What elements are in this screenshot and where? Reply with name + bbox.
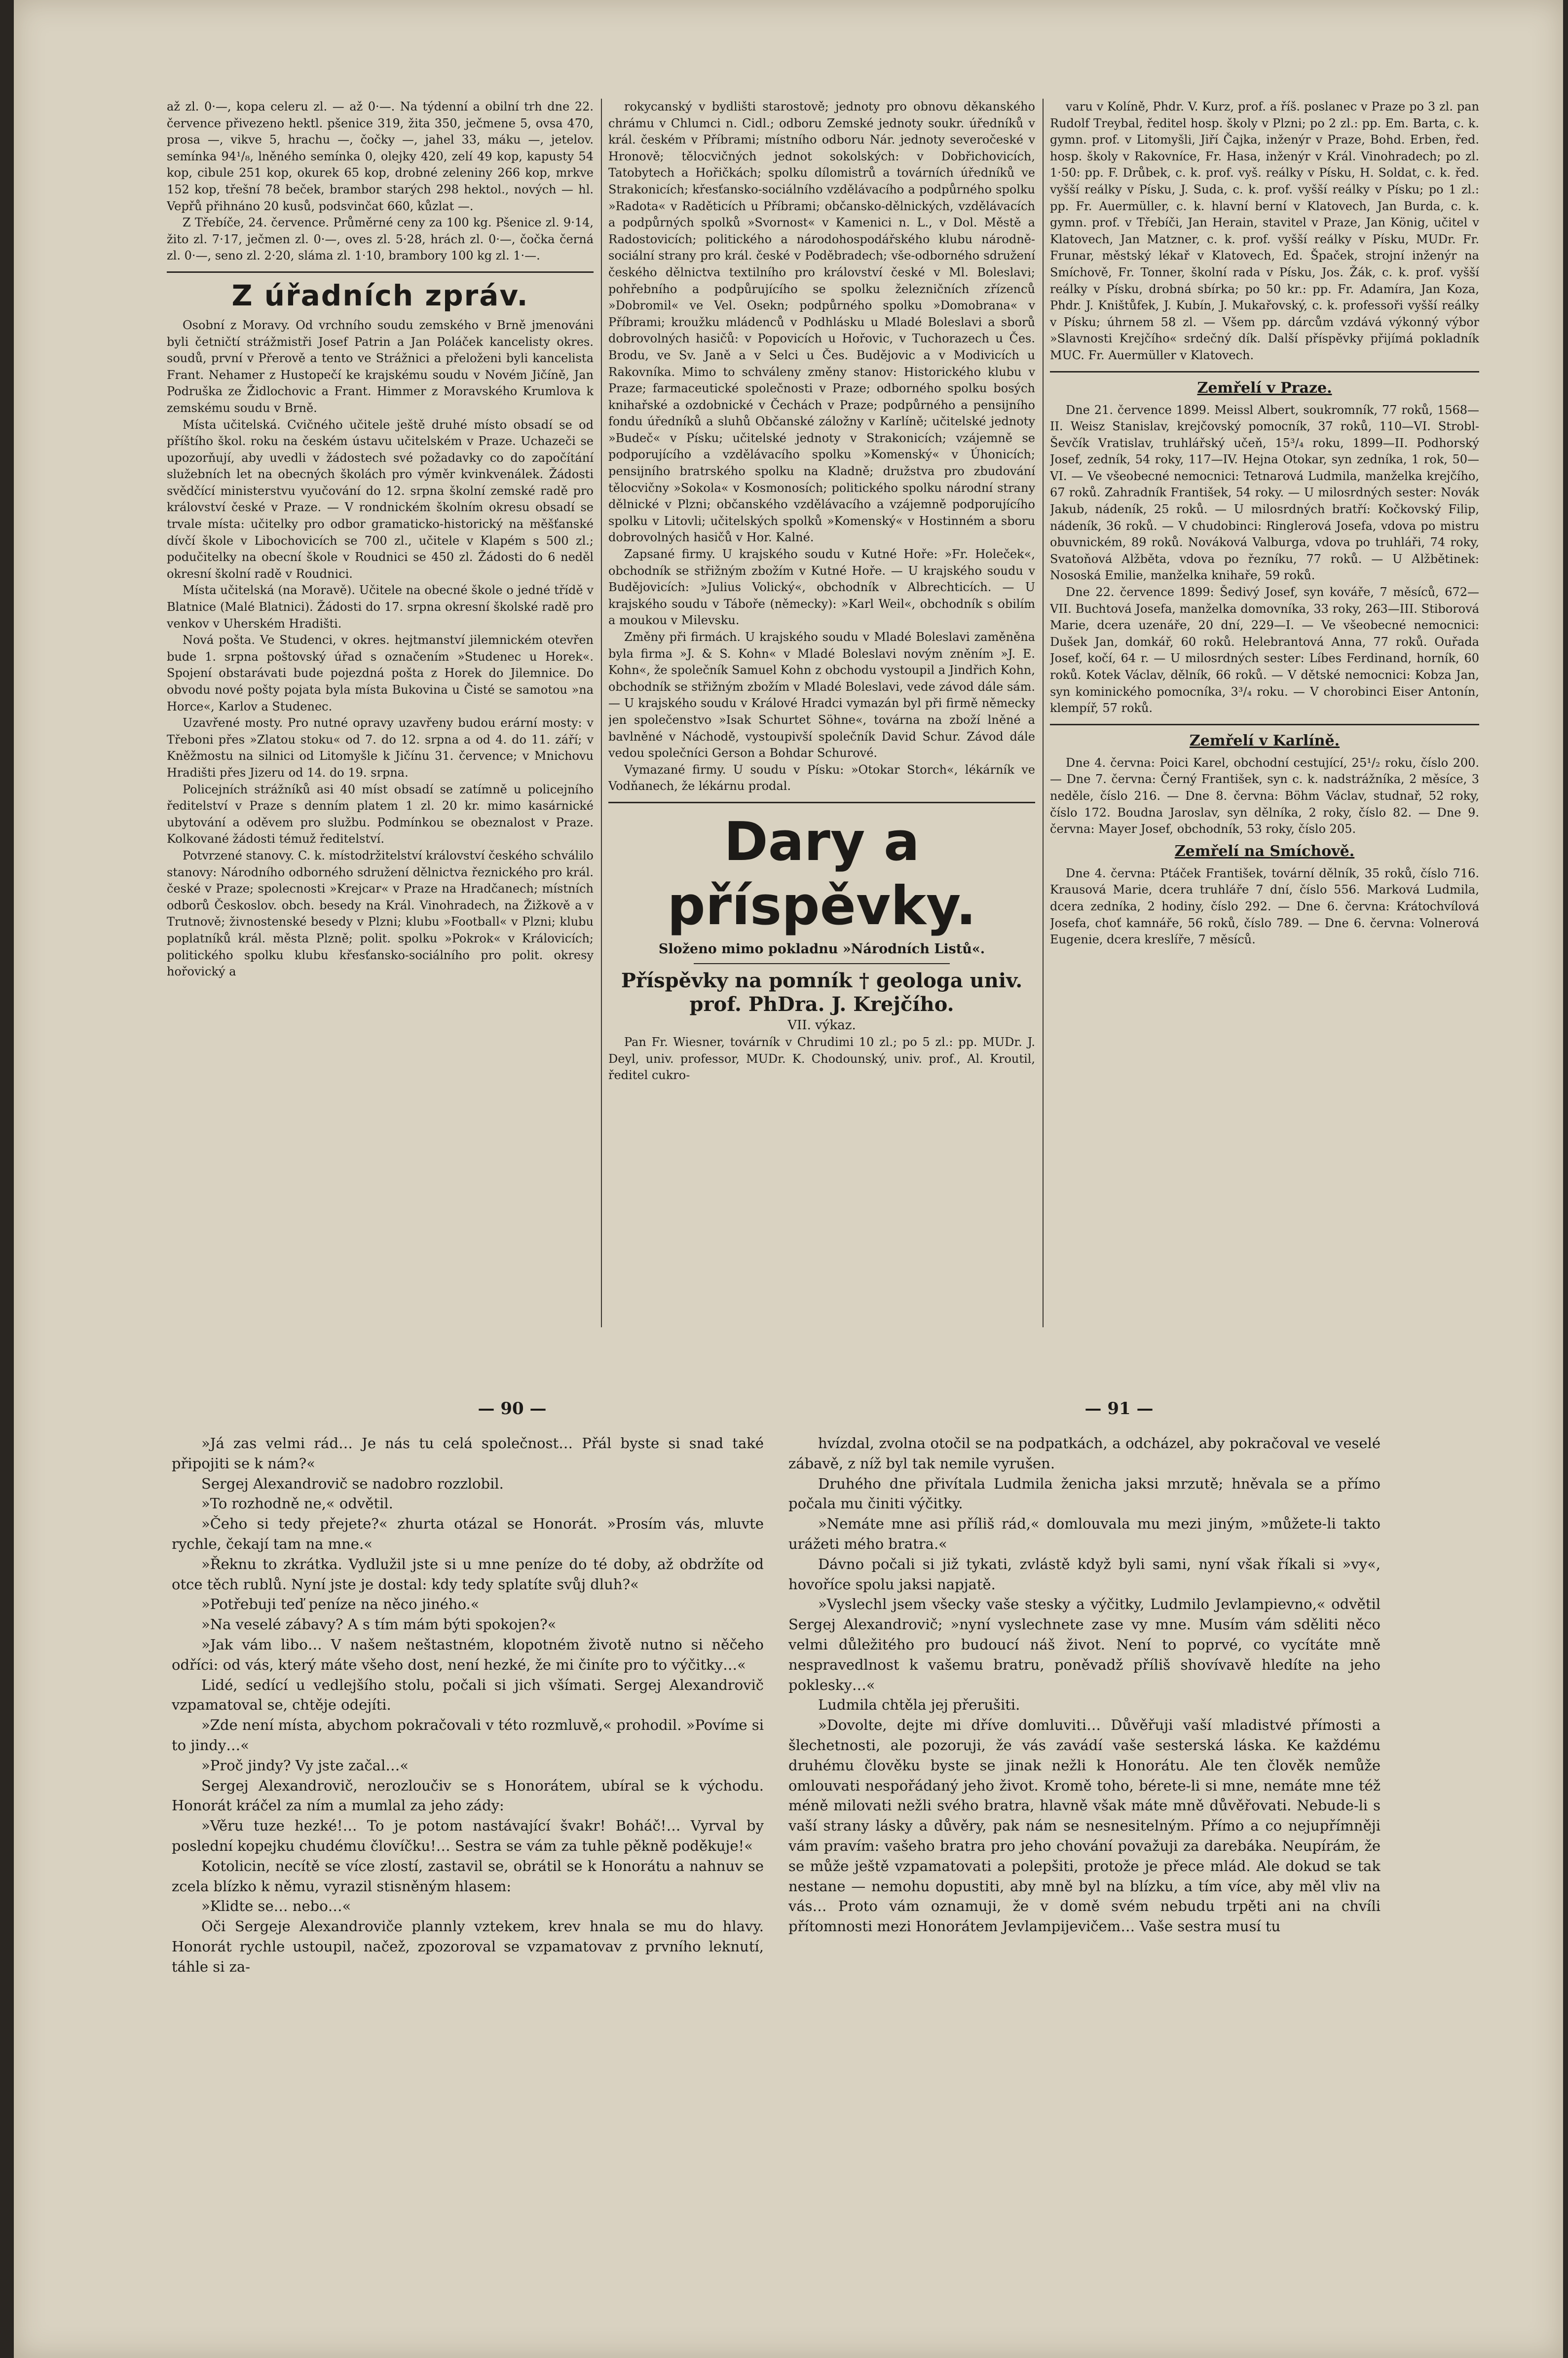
- article-paragraph: Ludmila chtěla jej přerušiti.: [818, 1696, 1020, 1714]
- article-paragraph: Změny při firmách. U krajského soudu v Mladé Boleslavi zaměněna byla firma »J. & S. Kohn« v Mladé Boleslavi novým zněním »J. E. Kohn«, že společník Samuel Kohn z obchodu vystoupil a Jindřich Kohn, obchodník se střižným zbožím v Mladé Boleslavi, vede závod dále sám. — U krajského soudu v Králové Hradci vymazán byl při firmě německy jen společenstvo »Isak Schurtet Söhne«, továrna na zboží lněné a bavlněné v Náchodě, vystoupivší společník David Schur. Závod dále vedou společníci Gerson a Bohdar Schurové.: [608, 630, 1035, 760]
- article-paragraph: rokycanský v bydlišti starostově; jednoty pro obnovu děkanského chrámu v Chlumci n. Cidl.; odboru Zemské jednoty soukr. úředníků v král. českém v Příbrami; místního odboru Nár. jednoty severočeské v Hronově; tělocvičných jednot sokolských: v Dobřichovicích, Tatobytech a Hořičkách; spolku dílomistrů a továrních úředníků ve Strakonicích; křesťansko-sociálního vzdělávacího a podpůrného spolku »Radota« v Raděticích u Příbrami; občansko-dělnických, vzdělávacích a podpůrných spolků »Svornost« v Kamenici n. L., v Dol. Městě a Radostovicích; politického a národohospodářského klubu národně-sociální strany pro král. české v Poděbradech; vše-odborného sdružení českého dělnictva textilního pro království české v Ml. Boleslavi; pohřebního a podpůrujícího se spolku železničních zřízenců »Dobromil« ve Vel. Osekn; podpůrného spolku »Domobrana« v Příbrami; kroužku mládenců v Podhlásku u Mladé Boleslavi a sborů dobrovolných hasičů: v Popovicích u Hořovic, v Tuchorazech u Čes. Brodu, ve Sv. Janě a v Selci u Čes. Budějovic a v Modivicích u Rakovníka. Mimo to schváleny změny stanov: Historického klubu v Praze; farmaceutické společnosti v Praze; odborného spolku bosých knihařské a ozdobnické v Čechách v Praze; podpůrného a pensijního fondu úředníků a sluhů Občanské záložny v Karlíně; učitelské jednoty »Budeč« v Písku; učitelské jednoty v Strakonicích; vzájemně se podporujícího a vzdělávacího spolku »Komenský« v Úhonicích; pensijního bratrského spolku na Kladně; družstva pro zbudování tělocvičny »Sokola« v Kosmonosích; politického spolku národní strany dělnické v Plzni; občanského vzdělávacího a vzájemně podporujícího spolku v Litovli; učitelských spolků »Komenský« v Hostinném a sboru dobrovolných hasičů v Hor. Kalné.: [608, 100, 1035, 545]
- article-paragraph: Místa učitelská. Cvičného učitele ještě druhé místo obsadí se od příštího škol. roku na českém ústavu učitelském v Praze. Uchazeči se upozorňují, aby uvedli v žádostech své požadavky co do započítání služebních let na obecných školách pro výměr kvinkvenálek. Žádosti svědčící ministerstvu vyučování do 12. srpna školní zemské radě pro království české v Praze. — V rondnickém školním okresu obsadí se trvale místa: učitelky pro odbor gramaticko-historický na měšťanské dívčí škole v Libochovicích se 700 zl., učitele v Klapém s 500 zl.; podučitelky na obecní škole v Roudnici se 450 zl. Žádosti do 6 neděl okresní školní radě v Roudnici.: [167, 417, 594, 581]
- newspaper-scan: [14, 0, 1563, 2358]
- section-heading: Zemřelí v Praze.: [1197, 379, 1332, 397]
- column-divider: [601, 99, 602, 1327]
- section-heading: Zemřelí na Smíchově.: [1174, 842, 1355, 860]
- article-paragraph: Zapsané firmy. U krajského soudu v Kutné Hoře: »Fr. Holeček«, obchodník se střižným zbožím v Kutné Hoře. — U krajského soudu v Budějovicích: »Julius Volický«, obchodník v Albrechticích. — U krajského soudu v Táboře (německy): »Karl Weil«, obchodník s obilím a moukou v Milevsku.: [608, 547, 1035, 628]
- article-paragraph: Dne 21. července 1899. Meissl Albert, soukromník, 77 roků, 1568—II. Weisz Stanislav, krejčovský pomocník, 37 roků, 110—VI. Strobl-Ševčík Vratislav, truhlářský učeň, 15³/₄ roku, 1899—II. Podhorský Josef, zedník, 54 roky, 117—IV. Hejna Otokar, syn zedníka, 1 rok, 50—VI. — Ve všeobecné nemocnici: Tetnarová Ludmila, manželka krejčího, 67 roků. Zahradník František, 54 roky. — U milosrdných sester: Novák Jakub, nádeník, 25 roků. — U milosrdných bratří: Kočkovský Filip, nádeník, 36 roků. — V chudobinci: Ringlerová Josefa, vdova po mistru obuvnickém, 89 roků. Nováková Valburga, vdova po truhláři, 74 roky, Svatoňová Alžběta, vdova po řezníku, 77 roků. — U Alžbětinek: Nososká Emilie, manželka knihaře, 59 roků.: [1050, 403, 1479, 583]
- article-paragraph: Dne 4. června: Ptáček František, tovární dělník, 35 roků, číslo 716. Krausová Marie, dcera truhláře 7 dní, číslo 556. Marková Ludmila, dcera zedníka, 2 hodiny, číslo 292. — Dne 6. června: Krátochvílová Josefa, choť kamnáře, 56 roků, číslo 789. — Dne 6. června: Volnerová Eugenie, dcera kreslíře, 7 měsíců.: [1050, 866, 1479, 947]
- article-paragraph: Sergej Alexandrovič se nadobro rozzlobil.: [201, 1475, 504, 1492]
- article-paragraph: »Na veselé zábavy? A s tím mám býti spokojen?«: [201, 1616, 557, 1633]
- article-paragraph: »To rozhodně ne,« odvětil.: [201, 1495, 393, 1512]
- article-paragraph: »Vyslechl jsem všecky vaše stesky a výčitky, Ludmilo Jevlampievno,« odvětil Sergej Alexandrovič; »nyní vyslechnete zase vy mne. Musím vám sděliti něco velmi důležitého pro budoucí náš život. Není to poprvé, co vycítáte mně nespravedlnost k vašemu bratru, poněvadž příliš shovívavě hledíte na jeho poklesky…«: [788, 1596, 1381, 1693]
- article-paragraph: »Dovolte, dejte mi dříve domluviti… Důvěřuji vaší mladistvé přímosti a šlechetnosti, ale pozoruji, že vás zavádí vaše sesterská láska. Ke každému druhému člověku byste se jinak nežli k Honorátu. Ale ten člověk nemůže omlouvati nespořádaný jeho život. Kromě toho, bérete-li si mne, nemáte mne též méně milovati nežli svého bratra, hlavně však máte mně důvěřovati. Nebude-li s vaší strany lásky a důvěry, pak nám se nesnesitelným. Přímo a co nejupřímněji vám pravím: vašeho bratra pro jeho chování považuji za darebáka. Neupírám, že se může ještě vzpamatovati a polepšiti, protože je přece mlád. Ale dokud se tak nestane — nemohu dopustiti, aby mně byl na blízku, a tím více, aby měl vliv na vás… Proto vám oznamuji, že v domě svém nebudu trpěti ani na chvíli přítomnosti mezi Honorátem Jevlampijevičem… Vaše sestra musí tu: [788, 1717, 1381, 1935]
- article-paragraph: »Jak vám libo… V našem neštastném, klopotném životě nutno si něčeho odříci: od vás, který máte všeho dost, není hezké, že mi činíte pro to výčitky…«: [172, 1636, 764, 1673]
- article-paragraph: Místa učitelská (na Moravě). Učitele na obecné škole o jedné třídě v Blatnice (Malé Blatnici). Žádosti do 17. srpna okresní školské radě pro venkov v Uherském Hradišti.: [167, 583, 594, 631]
- article-paragraph: Potvrzené stanovy. C. k. místodržitelství království českého schválilo stanovy: Národního odborného sdružení dělnictva řeznického pro král. české v Praze; spolecnosti »Krejcar« v Praze na Hradčanech; místních odborů Českoslov. obch. besedy na Král. Vinohradech, na Žižkově a v Trutnově; živnostenské besedy v Plzni; klubu »Football« v Plzni; klubu poplatníků král. města Plzně; polit. spolku »Pokrok« v Královicích; politického spolku klubu křesťansko-sociálního pro polit. okresy hořovický a: [167, 848, 594, 979]
- article-paragraph: Nová pošta. Ve Studenci, v okres. hejtmanství jilemnickém otevřen bude 1. srpna poštovský úřad s označením »Studenec u Horek«. Spojení obstarávati bude pojezdná pošta z Horek do Jilemnice. Do obvodu nové pošty pojata byla místa Bukovina u Čisté se samotou »na Horce«, Karlov a Studenec.: [167, 633, 594, 713]
- column-right: [1050, 99, 1479, 1332]
- page-number-right: — 91 —: [1084, 1399, 1154, 1419]
- article-paragraph: Kotolicin, necítě se více zlostí, zastavil se, obrátil se k Honorátu a nahnuv se zcela blízko k němu, vyrazil stisněným hlasem:: [172, 1857, 764, 1895]
- divider-rule: [1050, 724, 1479, 725]
- article-paragraph: »Já zas velmi rád… Je nás tu celá společnost… Přál byste si snad také připojiti se k nám?«: [172, 1435, 764, 1472]
- novel-column-right: [788, 1433, 1381, 2173]
- article-paragraph: Dávno počali si již tykati, zvlástě když byli sami, nyní však říkali si »vy«, hovoříce spolu jaksi napjatě.: [788, 1555, 1381, 1593]
- article-paragraph: »Potřebuji teď peníze na něco jiného.«: [201, 1596, 480, 1613]
- column-middle: [608, 99, 1035, 1332]
- section-heading: Příspěvky na pomník † geologa univ. prof. PhDra. J. Krejčího.: [621, 969, 1023, 1016]
- article-paragraph: Z Třebíče, 24. července. Průměrné ceny za 100 kg. Pšenice zl. 9·14, žito zl. 7·17, ječmen zl. 0·—, oves zl. 5·28, hrách zl. 0·—, čočka černá zl. 0·—, seno zl. 2·20, sláma zl. 1·10, brambory 100 kg zl. 1·—.: [167, 216, 594, 263]
- article-paragraph: Vymazané firmy. U soudu v Písku: »Otokar Storch«, lékárník ve Vodňanech, že lékárnu prodal.: [608, 762, 1035, 793]
- article-paragraph: »Proč jindy? Vy jste začal…«: [201, 1757, 409, 1774]
- section-heading: Složeno mimo pokladnu »Národních Listů«.: [658, 941, 985, 957]
- page-number-left: — 90 —: [478, 1399, 547, 1419]
- article-paragraph: »Zde není místa, abychom pokračovali v této rozmluvě,« prohodil. »Povíme si to jindy…«: [172, 1717, 764, 1754]
- divider-rule: [608, 802, 1035, 803]
- article-paragraph: Osobní z Moravy. Od vrchního soudu zemského v Brně jmenováni byli četničtí strážmistři Josef Patrin a Jan Poláček kancelisty okres. soudů, první v Přerově a tento ve Strážnici a přeloženi byli kancelista Frant. Nehamer z Hustopečí ke krajskému soudu v Novém Jičíně, Jan Podruška ze Židlochovic a Frant. Himmer z Moravského Krumlova k zemskému soudu v Brně.: [167, 318, 594, 415]
- article-paragraph: »Klidte se… nebo…«: [201, 1898, 351, 1915]
- section-heading: Zemřelí v Karlíně.: [1189, 732, 1340, 749]
- article-paragraph: Uzavřené mosty. Pro nutné opravy uzavřeny budou erární mosty: v Třeboni přes »Zlatou stoku« od 7. do 12. srpna a od 4. do 11. září; v Kněžmostu na silnici od Litomyšle k Jičínu 31. července; v Mnichovu Hradišti přes Jizeru od 14. do 19. srpna.: [167, 716, 594, 780]
- article-paragraph: Sergej Alexandrovič, nerozloučiv se s Honorátem, ubíral se k východu. Honorát kráčel za ním a mumlal za jeho zády:: [172, 1777, 764, 1814]
- article-paragraph: Dne 4. června: Poici Karel, obchodní cestující, 25¹/₂ roku, číslo 200. — Dne 7. června: Černý František, syn c. k. nadstrážníka, 2 měsíce, 3 neděle, číslo 216. — Dne 8. června: Böhm Václav, studnař, 52 roky, číslo 172. Boudna Jaroslav, syn dělníka, 2 roky, číslo 82. — Dne 9. června: Mayer Josef, obchodník, 53 roky, číslo 205.: [1050, 755, 1479, 836]
- article-paragraph: »Věru tuze hezké!… To je potom nastávající švakr! Boháč!… Vyrval by poslední kopejku chudému človíčku!… Sestra se vám za tuhle pěkně poděkuje!«: [172, 1817, 764, 1854]
- section-heading: VII. výkaz.: [787, 1017, 856, 1033]
- novel-column-left: [172, 1433, 764, 2173]
- article-paragraph: hvízdal, zvolna otočil se na podpatkách, a odcházel, aby pokračoval ve veselé zábavě, z níž byl tak nemile vyrušen.: [788, 1435, 1381, 1472]
- divider-rule: [694, 963, 950, 964]
- article-paragraph: Oči Sergeje Alexandroviče plannly vztekem, krev hnala se mu do hlavy. Honorát rychle ustoupil, načež, zpozoroval se vzpamatovav z prvního leknutí, táhle si za-: [172, 1918, 764, 1975]
- section-heading: Dary a příspěvky.: [667, 811, 976, 937]
- article-paragraph: Druhého dne přivítala Ludmila ženicha jaksi mrzutě; hněvala se a přímo počala mu činiti výčitky.: [788, 1475, 1381, 1512]
- section-heading: Z úřadních zpráv.: [231, 278, 529, 312]
- article-paragraph: varu v Kolíně, Phdr. V. Kurz, prof. a říš. poslanec v Praze po 3 zl. pan Rudolf Treybal, ředitel hosp. školy v Plzni; po 2 zl.: pp. Em. Barta, c. k. gymn. prof. v Litomyšli, Jiří Čajka, inženýr v Praze, Bohd. Erben, řed. hosp. školy v Rakovníce, Fr. Hasa, inženýr v Král. Vinohradech; po zl. 1·50: pp. F. Drůbek, c. k. prof. vyš. reálky v Písku, H. Soldat, c. k. řed. vyšší reálky v Písku, J. Suda, c. k. prof. vyšší reálky v Písku; po 1 zl.: pp. Fr. Auermüller, c. k. hlavní berní v Klatovech, Jan Burda, c. k. gymn. prof. v Třebíči, Jan Herain, stavitel v Praze, Jan König, učitel v Klatovech, Jan Matzner, c. k. prof. vyšší reálky v Písku, MUDr. Fr. Frunar, městský lékař v Klatovech, Ed. Špaček, strojní inženýr na Smíchově, Fr. Tonner, školní rada v Písku, Jos. Žák, c. k. prof. vyšší reálky v Písku, drobná sbírka; po 50 kr.: pp. Fr. Adamíra, Jan Koza, Phdr. J. Kništůfek, J. Kubín, J. Mukařovský, c. k. professoři vyšší reálky v Písku; úhrnem 58 zl. — Všem pp. dárcům vzdává výkonný výbor »Slavnosti Krejčího« srdečný dík. Další příspěvky přijímá pokladník MUC. Fr. Auermüller v Klatovech.: [1050, 100, 1479, 362]
- article-paragraph: Lidé, sedící u vedlejšího stolu, počali si jich všímati. Sergej Alexandrovič vzpamatoval se, chtěje odejíti.: [172, 1676, 764, 1714]
- article-paragraph: »Řeknu to zkrátka. Vydlužil jste si u mne peníze do té doby, až obdržíte od otce těch rublů. Nyní jste je dostal: kdy tedy splatíte svůj dluh?«: [172, 1555, 764, 1593]
- column-divider: [1043, 99, 1044, 1327]
- article-paragraph: »Nemáte mne asi příliš rád,« domlouvala mu mezi jiným, »můžete-li takto urážeti mého bratra.«: [788, 1515, 1381, 1552]
- article-paragraph: Policejních strážníků asi 40 míst obsadí se zatímně u policejního ředitelství v Praze s denním platem 1 zl. 20 kr. mimo kasárnické ubytování a oděvem pro službu. Podmínkou se obeznalost v Praze. Kolkované žádosti témuž ředitelství.: [167, 782, 594, 846]
- article-paragraph: Pan Fr. Wiesner, továrník v Chrudimi 10 zl.; po 5 zl.: pp. MUDr. J. Deyl, univ. professor, MUDr. K. Chodounský, univ. prof., Al. Kroutil, ředitel cukro-: [608, 1035, 1035, 1083]
- column-left: [167, 99, 594, 1332]
- article-paragraph: »Čeho si tedy přejete?« zhurta otázal se Honorát. »Prosím vás, mluvte rychle, čekají tam na mne.«: [172, 1515, 764, 1552]
- divider-rule: [1050, 371, 1479, 373]
- article-paragraph: Dne 22. července 1899: Šedivý Josef, syn kováře, 7 měsíců, 672—VII. Buchtová Josefa, manželka domovníka, 33 roky, 263—III. Stiborová Marie, dcera uzenáře, 20 dní, 229—I. — Ve všeobecné nemocnici: Dušek Jan, domkář, 60 roků. Helebrantová Anna, 77 roků. Ouřada Josef, kočí, 64 r. — U milosrdných sester: Líbes Ferdinand, horník, 60 roků. Kotek Václav, dělník, 66 roků. — V dětské nemocnici: Kobza Jan, syn kominického pomocníka, 3³/₄ roku. — V chorobinci Eiser Antonín, klempíř, 57 roků.: [1050, 585, 1479, 715]
- article-paragraph: až zl. 0·—, kopa celeru zl. — až 0·—. Na týdenní a obilní trh dne 22. července přivezeno hektl. pšenice 319, žita 350, ječmene 5, ovsa 470, prosa —, vikve 5, hrachu —, čočky —, jahel 33, máku —, jetelov. semínka 94¹/₈, lněného semínka 0, olejky 420, zelí 49 kop, kapusty 54 kop, cibule 251 kop, okurek 65 kop, drobné zeleniny 266 kop, mrkve 152 kop, třešní 78 beček, brambor starých 298 hektol., nových — hl. Vepřů přihnáno 20 kusů, podsvinčat 660, kůzlat —.: [167, 100, 594, 213]
- divider-rule: [167, 271, 594, 273]
